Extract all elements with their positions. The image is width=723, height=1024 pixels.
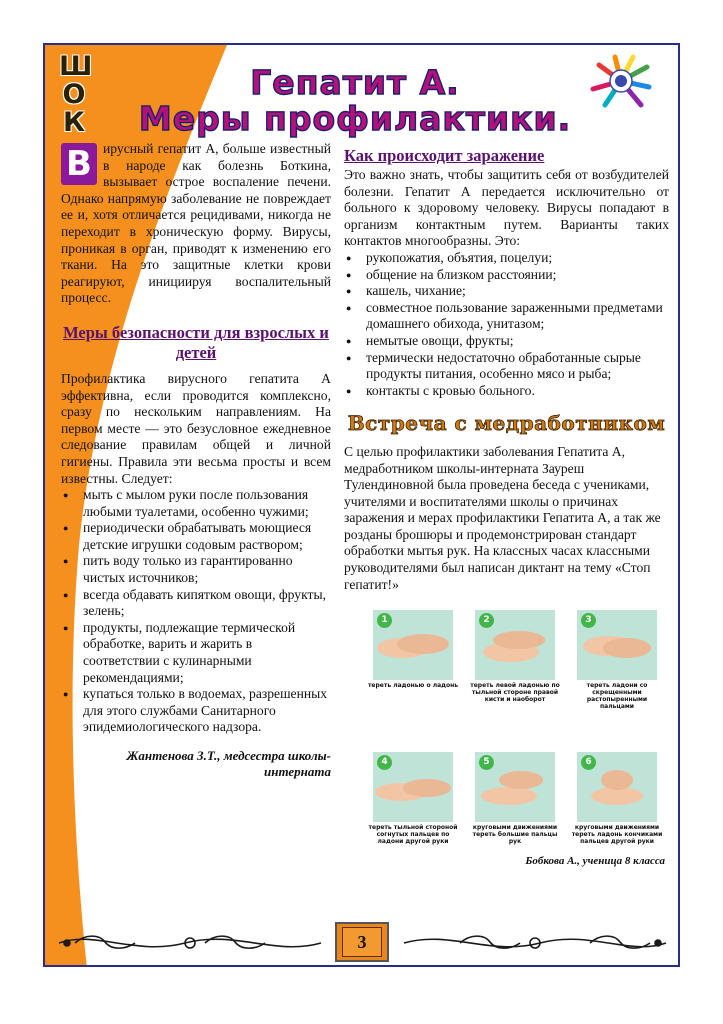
page-number: 3 [342, 927, 382, 957]
handwashing-steps [367, 610, 667, 862]
step-number-badge: 6 [581, 755, 596, 770]
side-letter: О [62, 79, 86, 110]
intro-text: ирусный гепатит А, больше известный в народе как болезнь Боткина, вызывает острое воспаление печени. Однако напрямую заболевание не повреждает ее и, хотя отличается рецидивами, никогда не переходит в хроническую форму. Вирусы, проникая в орган, приводят к изменению его ткани. На это защитные клетки крови реагируют, инициируя воспалительный процесс. [61, 141, 331, 306]
meeting-text: С целью профилактики заболевания Гепатита А, медработником школы-интерната Зауреш Тулендиновной была проведена беседа с учениками, учителями и воспитателями школы о причинах заражения и мерах профилактики Гепатита А, а так же розданы брошюры и продемонстрирован стандарт обработки мытья рук. На классных часах классными руководителями был написан диктант на тему «Стоп гепатит!» [344, 443, 661, 592]
list-item: ● купаться только в водоемах, разрешенных для этого службами Санитарного эпидемиологического надзора. [61, 686, 331, 736]
step-number-badge: 2 [479, 613, 494, 628]
right-column [344, 146, 669, 593]
list-item: ● общение на близком расстоянии; [344, 267, 669, 284]
signature-line-1: Жантенова З.Т., медсестра школы- [126, 748, 331, 763]
footer [55, 920, 670, 967]
infection-list [344, 250, 669, 399]
step-caption: тереть ладонью о ладонь [367, 682, 459, 689]
step-number-badge: 1 [377, 613, 392, 628]
page-number-box [335, 922, 389, 962]
meeting-heading: Встреча с медработником [347, 411, 666, 436]
list-item: ● немытые овощи, фрукты; [344, 333, 669, 350]
list-item: ● всегда обдавать кипятком овощи, фрукты, зелень; [61, 587, 331, 620]
page-frame [43, 43, 680, 967]
drop-cap: В [61, 143, 97, 185]
step-caption: тереть тыльной стороной согнутых пальцев по ладони другой руки [368, 824, 458, 845]
left-flourish-ornament [55, 928, 325, 958]
list-item: ● кашель, чихание; [344, 283, 669, 300]
list-item: ● периодически обрабатывать моющиеся детские игрушки содовым раствором; [61, 520, 331, 553]
list-item: ● контакты с кровью больного. [344, 383, 669, 400]
left-column [61, 141, 331, 780]
list-item: ● продукты, подлежащие термической обработке, варить и жарить в соответствии с кулинарными рекомендациями; [61, 620, 331, 686]
safety-intro: Профилактика вирусного гепатита А эффективна, если проводится комплексно, сразу по нескольким направлениям. На первом месте — это безусловное ежедневное следование правилам общей и личной гигиены. Правила эти весьма просты и всем известны. Следует: [61, 370, 331, 486]
step-number-badge: 5 [479, 755, 494, 770]
step-number-badge: 3 [581, 613, 596, 628]
step-number-badge: 4 [377, 755, 392, 770]
list-item: ● мыть с мылом руки после пользования любыми туалетами, особенно чужими; [61, 487, 331, 520]
step-caption: круговыми движениями тереть ладонь кончиками пальцев другой руки [571, 824, 663, 845]
school-logo-hands-icon [585, 51, 657, 111]
intro-paragraph [61, 141, 331, 307]
side-word-shok [59, 51, 93, 138]
infection-heading: Как происходит заражение [344, 146, 545, 165]
page-title-line-1: Гепатит А. [250, 63, 460, 102]
image-credit: Бобкова А., ученица 8 класса [525, 855, 665, 867]
safety-heading: Меры безопасности для взрослых и детей [63, 322, 329, 362]
list-item: ● рукопожатия, объятия, поцелуи; [344, 250, 669, 267]
list-item: ● термически недостаточно обработанные сырые продукты питания, особенно мясо и рыба; [344, 350, 669, 383]
infection-intro: Это важно знать, чтобы защитить себя от возбудителей болезни. Гепатит А передается исключительно от больного к здоровому человеку. Вирусы попадают в организм контактным путем. Варианты таких контактов многообразны. Это: [344, 167, 669, 249]
list-item: ● совместное пользование зараженными предметами домашнего обихода, унитазом; [344, 300, 669, 333]
author-signature [61, 748, 331, 780]
step-caption: тереть левой ладонью по тыльной стороне правой кисти и наоборот [470, 682, 560, 703]
signature-line-2: интерната [264, 764, 331, 779]
list-item: ● пить воду только из гарантированно чистых источников; [61, 553, 331, 586]
step-caption: круговыми движениями тереть большие пальцы рук [472, 824, 558, 845]
safety-list [61, 487, 331, 736]
side-letter: Ш [59, 51, 93, 82]
side-letter: К [62, 107, 86, 138]
page-title-line-2: Меры профилактики. [138, 99, 572, 138]
step-caption: тереть ладони со скрещенными растопыренными пальцами [586, 682, 648, 710]
right-flourish-ornament [400, 928, 670, 958]
